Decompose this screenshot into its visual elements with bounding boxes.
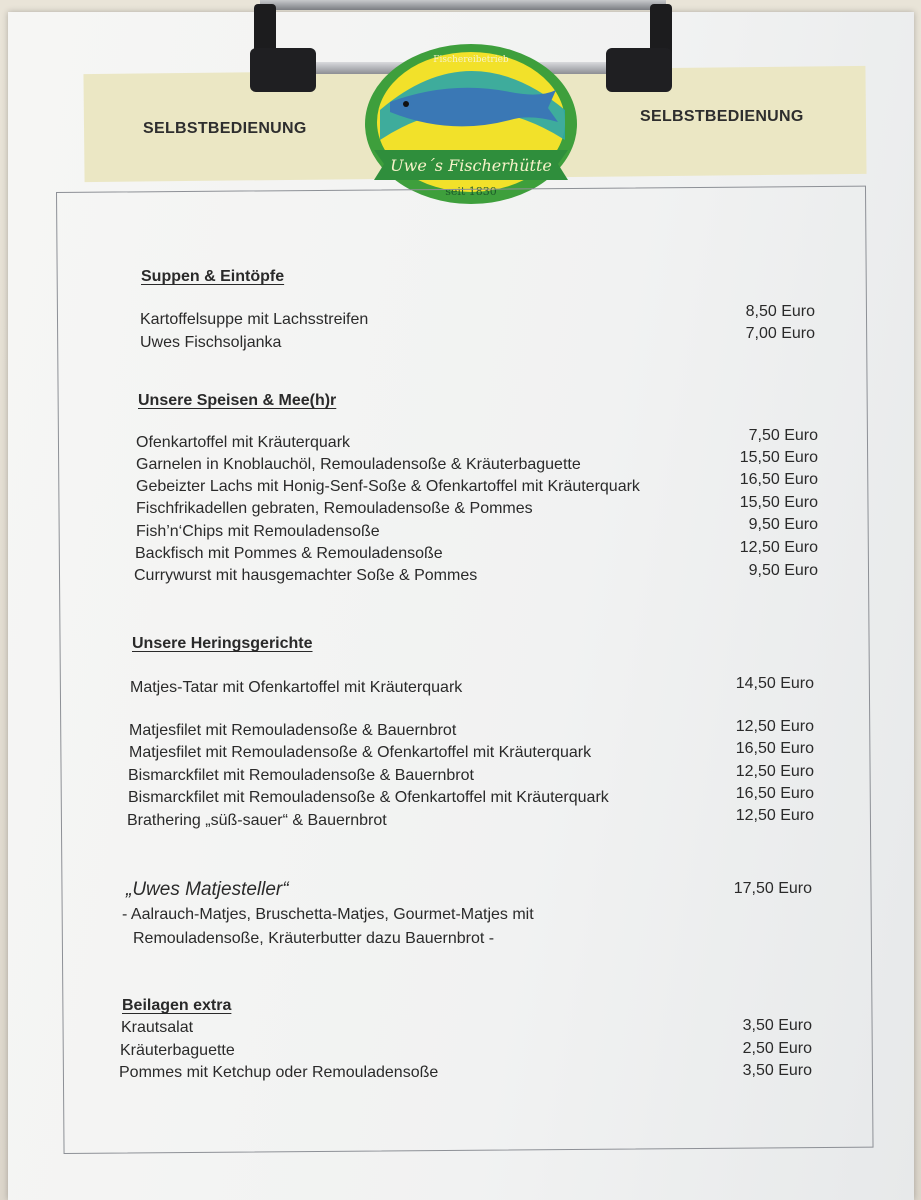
menu-item-price: 7,50 Euro xyxy=(748,427,818,444)
menu-item-price: 16,50 Euro xyxy=(735,785,814,802)
section-title-dishes: Unsere Speisen & Mee(h)r xyxy=(138,392,337,409)
platter-description-line-1: - Aalrauch-Matjes, Bruschetta-Matjes, Gourmet-Matjes mit xyxy=(122,906,534,923)
menu-item-name: Kräuterbaguette xyxy=(120,1042,235,1059)
menu-item-price: 9,50 Euro xyxy=(748,562,818,579)
logo-since: seit 1830 xyxy=(445,185,497,198)
menu-item-name: Garnelen in Knoblauchöl, Remouladensoße & Kräuterbaguette xyxy=(136,456,581,473)
menu-item-price: 16,50 Euro xyxy=(735,740,814,757)
menu-item-price: 7,00 Euro xyxy=(745,325,815,342)
menu-item-name: Brathering „süß-sauer“ & Bauernbrot xyxy=(127,812,387,829)
logo-name: Uwe´s Fischerhütte xyxy=(390,156,552,175)
menu-item-name: Pommes mit Ketchup oder Remouladensoße xyxy=(119,1064,439,1081)
self-service-label-right: SELBSTBEDIENUNG xyxy=(640,108,804,125)
menu-item-name: Kartoffelsuppe mit Lachsstreifen xyxy=(140,311,369,328)
menu-item-name: Bismarckfilet mit Remouladensoße & Bauernbrot xyxy=(128,767,474,784)
menu-item-price: 15,50 Euro xyxy=(739,449,818,466)
menu-item-name: Currywurst mit hausgemachter Soße & Pommes xyxy=(134,567,478,584)
menu-item-name: Bismarckfilet mit Remouladensoße & Ofenkartoffel mit Kräuterquark xyxy=(128,789,609,806)
self-service-label-left: SELBSTBEDIENUNG xyxy=(143,120,307,137)
platter-description-line-2: Remouladensoße, Kräuterbutter dazu Bauernbrot - xyxy=(133,930,495,947)
menu-item-price: 12,50 Euro xyxy=(735,763,814,780)
clip-right-foot xyxy=(606,48,672,92)
platter-price: 17,50 Euro xyxy=(733,880,812,897)
menu-item-name: Krautsalat xyxy=(121,1019,194,1036)
menu-item-name: Matjesfilet mit Remouladensoße & Bauernbrot xyxy=(129,722,457,739)
menu-item-name: Uwes Fischsoljanka xyxy=(140,334,282,351)
menu-item-price: 3,50 Euro xyxy=(742,1062,812,1079)
menu-item-name: Fischfrikadellen gebraten, Remouladensoße & Pommes xyxy=(136,500,533,517)
menu-item-price: 2,50 Euro xyxy=(742,1040,812,1057)
section-title-herring: Unsere Heringsgerichte xyxy=(132,635,313,652)
clip-top-bar xyxy=(260,0,666,10)
section-title-soups: Suppen & Eintöpfe xyxy=(141,268,285,285)
restaurant-logo xyxy=(360,40,582,208)
menu-item-name: Ofenkartoffel mit Kräuterquark xyxy=(136,434,351,451)
fish-eye-icon xyxy=(403,101,409,107)
menu-item-price: 12,50 Euro xyxy=(735,718,814,735)
section-title-sides: Beilagen extra xyxy=(122,997,232,1014)
menu-item-price: 14,50 Euro xyxy=(735,675,814,692)
menu-item-name: Matjesfilet mit Remouladensoße & Ofenkartoffel mit Kräuterquark xyxy=(129,744,592,761)
menu-item-name: Matjes-Tatar mit Ofenkartoffel mit Kräuterquark xyxy=(130,679,463,696)
logo-arc-text: Fischereibetrieb xyxy=(433,55,509,65)
menu-item-price: 3,50 Euro xyxy=(742,1017,812,1034)
menu-item-price: 8,50 Euro xyxy=(745,303,815,320)
menu-item-price: 12,50 Euro xyxy=(735,807,814,824)
menu-item-name: Fish’n‘Chips mit Remouladensoße xyxy=(136,523,380,540)
menu-item-price: 15,50 Euro xyxy=(739,494,818,511)
menu-item-price: 9,50 Euro xyxy=(748,516,818,533)
menu-item-price: 16,50 Euro xyxy=(739,471,818,488)
menu-item-price: 12,50 Euro xyxy=(739,539,818,556)
menu-item-name: Gebeizter Lachs mit Honig-Senf-Soße & Ofenkartoffel mit Kräuterquark xyxy=(136,478,640,495)
clip-left-foot xyxy=(250,48,316,92)
platter-title: „Uwes Matjesteller“ xyxy=(126,879,289,900)
menu-item-name: Backfisch mit Pommes & Remouladensoße xyxy=(135,545,443,562)
